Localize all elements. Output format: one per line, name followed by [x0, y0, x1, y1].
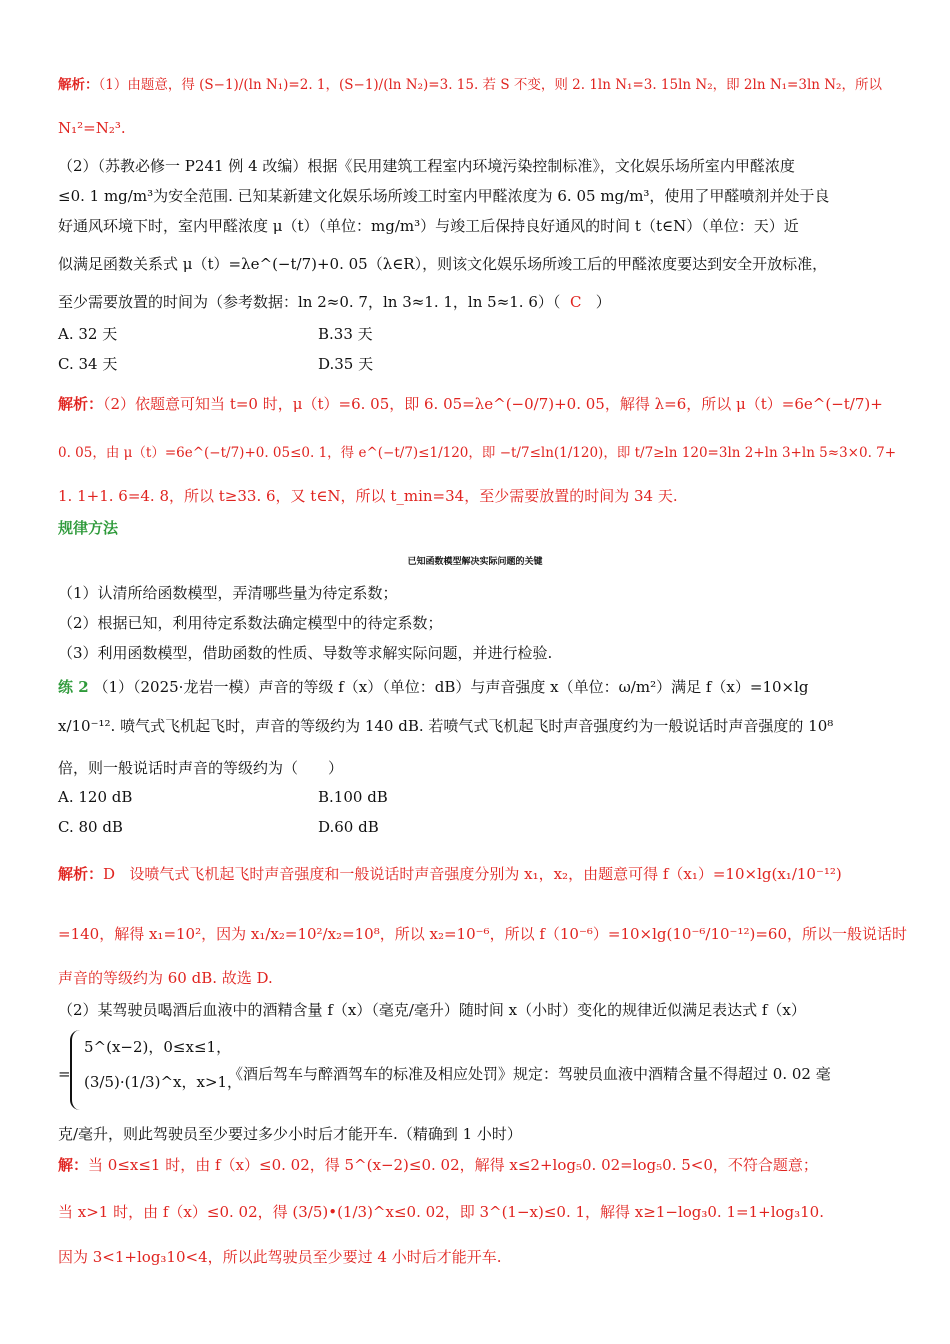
method-heading: 规律方法 [58, 519, 119, 537]
solution-3-line-3: 声音的等级约为 60 dB. 故选 D. [58, 969, 273, 987]
solution-label: 解析： [58, 77, 99, 93]
ex-option-a: A. 120 dB [58, 788, 133, 806]
solution-3-line-1 [58, 862, 890, 886]
solution-2-line-3: 1. 1+1. 6=4. 8，所以 t≥33. 6，又 t∈N，所以 t_min=34，至少需要放置的时间为 34 天. [58, 487, 678, 505]
solution-3-text: 设喷气式飞机起飞时声音强度和一般说话时声音强度分别为 x₁，x₂，由题意可得 f（x₁）=10×lg(x₁/10⁻¹²) [129, 865, 842, 883]
exercise-label: 练 2 [58, 678, 89, 696]
equals-sign: = [58, 1065, 71, 1083]
method-item-1: （1）认清所给函数模型，弄清哪些量为待定系数； [58, 584, 398, 602]
solution-2-line-1 [58, 392, 890, 416]
solution-3-line-2: =140，解得 x₁=10²，因为 x₁/x₂=10²/x₂=10⁸，所以 x₂=10⁻⁶，所以 f（10⁻⁶）=10×lg(10⁻⁶/10⁻¹²)=60，所以一般说话时 [58, 925, 907, 943]
solution-1-text: （1）由题意，得 (S−1)/(ln N₁)=2. 1，(S−1)/(ln N₂)=3. 15. 若 S 不变，则 2. 1ln N₁=3. 15ln N₂，即 2ln N₁=3ln N₂，所以 [98, 77, 882, 93]
question-4-line-2: 《酒后驾车与醉酒驾车的标准及相应处罚》规定：驾驶员血液中酒精含量不得超过 0. 02 毫 [228, 1065, 831, 1083]
exercise-2-line-3: 倍，则一般说话时声音的等级约为（ ） [58, 759, 344, 777]
option-d: D.35 天 [318, 355, 374, 373]
question-2-line-3: 好通风环境下时，室内甲醛浓度 μ（t）（单位：mg/m³）与竣工后保持良好通风的时间 t（t∈N）（单位：天）近 [58, 217, 799, 235]
solution-2-line-2: 0. 05，由 μ（t）=6e^(−t/7)+0. 05≤0. 1，得 e^(−t/7)≤1/120，即 −t/7≤ln(1/120)，即 t/7≥ln 120=3ln 2+ln 3+ln 5≈3×0. 7+ [58, 445, 897, 461]
exercise-2-line-1 [58, 675, 890, 699]
solution-1-line-1 [58, 62, 890, 108]
solution-3-answer: D [103, 865, 116, 883]
question-2-line-5 [58, 290, 890, 314]
solution-4-line-1 [58, 1153, 890, 1177]
solution-2-text: （2）依题意可知当 t=0 时，μ（t）=6. 05，即 6. 05=λe^(−0/7)+0. 05，解得 λ=6，所以 μ（t）=6e^(−t/7)+ [103, 395, 883, 413]
option-b: B.33 天 [318, 325, 373, 343]
solution-1-line-2: N₁²=N₂³. [58, 119, 126, 137]
answer-mark: C [569, 293, 582, 311]
exercise-2-line-2: x/10⁻¹². 喷气式飞机起飞时，声音的等级约为 140 dB. 若喷气式飞机起飞时声音强度约为一般说话时声音强度的 10⁸ [58, 717, 834, 735]
ex-option-c: C. 80 dB [58, 818, 123, 836]
piecewise-brace [70, 1030, 82, 1110]
question-2-stem: 至少需要放置的时间为（参考数据：ln 2≈0. 7，ln 3≈1. 1，ln 5≈1. 6）（ [58, 293, 561, 311]
option-a: A. 32 天 [58, 325, 118, 343]
method-item-2: （2）根据已知，利用待定系数法确定模型中的待定系数； [58, 614, 443, 632]
solution-4-line-3: 因为 3<1+log₃10<4，所以此驾驶员至少要过 4 小时后才能开车. [58, 1248, 502, 1266]
solution-label: 解： [58, 1156, 89, 1174]
question-4-line-1: （2）某驾驶员喝酒后血液中的酒精含量 f（x）（毫克/毫升）随时间 x（小时）变化的规律近似满足表达式 f（x） [58, 1001, 806, 1019]
method-item-3: （3）利用函数模型，借助函数的性质、导数等求解实际问题，并进行检验. [58, 644, 553, 662]
option-c: C. 34 天 [58, 355, 118, 373]
piecewise-case-1: 5^(x−2)，0≤x≤1， [84, 1038, 232, 1056]
question-2-line-4: 似满足函数关系式 μ（t）=λe^(−t/7)+0. 05（λ∈R），则该文化娱乐场所竣工后的甲醛浓度要达到安全开放标准， [58, 255, 828, 273]
solution-4-text: 当 0≤x≤1 时，由 f（x）≤0. 02，得 5^(x−2)≤0. 02，解得 x≤2+log₅0. 02=log₅0. 5<0，不符合题意； [88, 1156, 818, 1174]
ex-option-d: D.60 dB [318, 818, 379, 836]
solution-label: 解析： [58, 395, 104, 413]
piecewise-case-2: (3/5)·(1/3)^x，x>1， [84, 1073, 243, 1091]
solution-4-line-2: 当 x>1 时，由 f（x）≤0. 02，得 (3/5)•(1/3)^x≤0. 02，即 3^(1−x)≤0. 1，解得 x≥1−log₃0. 1=1+log₃10. [58, 1203, 824, 1221]
question-2-line-2: ≤0. 1 mg/m³为安全范围. 已知某新建文化娱乐场所竣工时室内甲醛浓度为 6. 05 mg/m³，使用了甲醛喷剂并处于良 [58, 187, 830, 205]
method-title: 已知函数模型解决实际问题的关键 [407, 557, 543, 567]
ex-option-b: B.100 dB [318, 788, 388, 806]
exercise-2-text: （1）（2025·龙岩一模）声音的等级 f（x）（单位：dB）与声音强度 x（单位：ω/m²）满足 f（x）=10×lg [93, 678, 809, 696]
closing-paren: ） [595, 293, 611, 311]
question-4-line-3: 克/毫升，则此驾驶员至少要过多少小时后才能开车.（精确到 1 小时） [58, 1125, 522, 1143]
question-2-line-1: （2）（苏教必修一 P241 例 4 改编）根据《民用建筑工程室内环境污染控制标准》，文化娱乐场所室内甲醛浓度 [58, 157, 795, 175]
solution-label: 解析： [58, 865, 104, 883]
